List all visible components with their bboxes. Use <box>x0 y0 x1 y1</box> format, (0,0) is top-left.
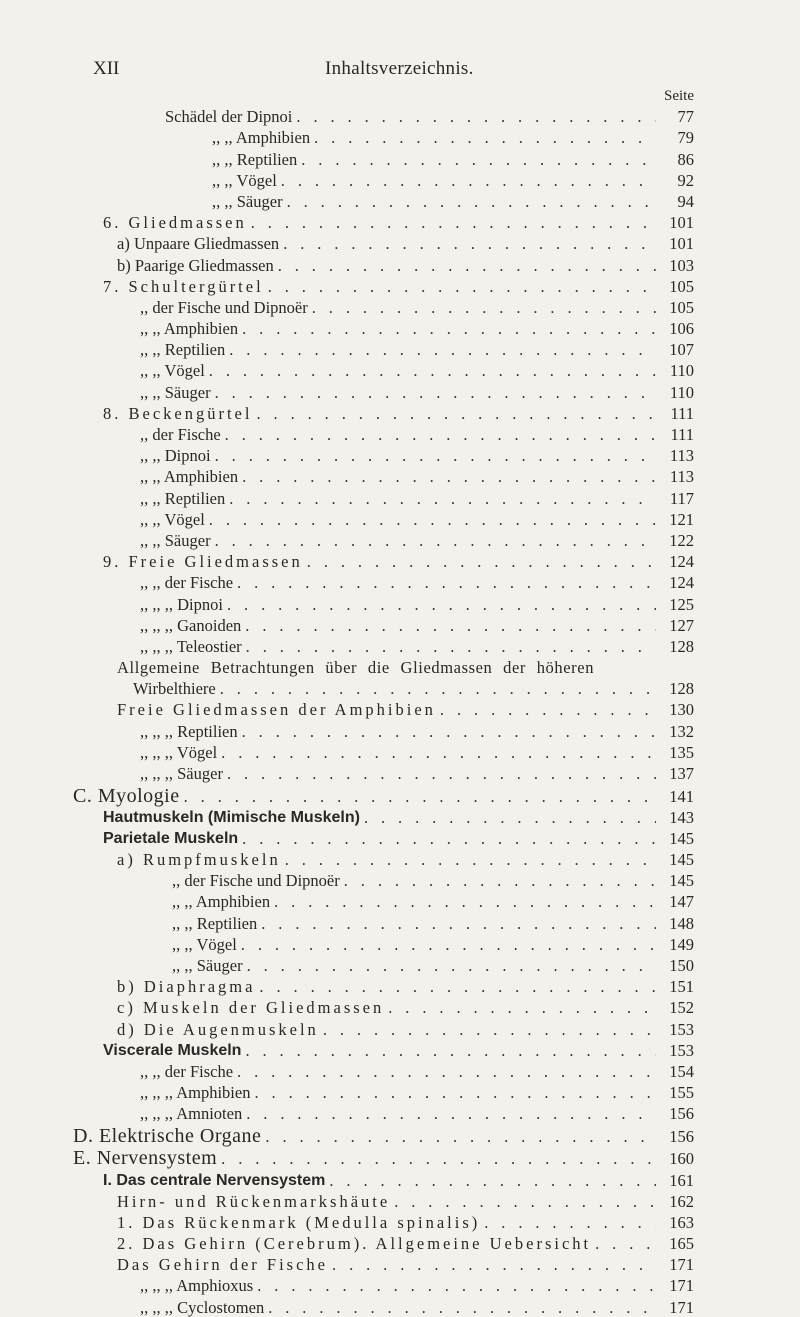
toc-entry-page: 105 <box>669 297 694 317</box>
toc-entry-label: ,, ,, Vögel <box>212 170 277 190</box>
toc-entry <box>0 444 694 465</box>
toc-entry <box>0 1168 694 1189</box>
toc-entry-label: 7. Schultergürtel <box>103 276 264 296</box>
toc-entry <box>0 402 694 423</box>
toc-entry <box>0 338 694 359</box>
toc-entry-page: 86 <box>677 149 694 169</box>
toc-entry <box>0 211 694 232</box>
dot-leader <box>296 107 656 126</box>
toc-entry-label: ,, ,, Säuger <box>212 191 283 211</box>
toc-entry-label: ,, ,, Säuger <box>140 382 211 402</box>
toc-entry <box>0 911 694 932</box>
dot-leader <box>268 1298 656 1317</box>
toc-entry-label: ,, ,, Dipnoi <box>140 446 211 466</box>
dot-leader <box>242 467 656 486</box>
toc-entry-label: ,, ,, Säuger <box>172 956 243 975</box>
toc-entry-label: ,, ,, ,, Amphioxus <box>140 1276 254 1296</box>
toc-entry <box>0 529 694 550</box>
dot-leader <box>215 383 656 402</box>
toc-entry-page: 153 <box>669 1019 694 1039</box>
dot-leader <box>242 829 656 848</box>
dot-leader <box>323 1020 656 1039</box>
dot-leader <box>314 128 656 147</box>
toc-entry <box>0 1232 694 1253</box>
toc-entry-page: 103 <box>669 255 694 275</box>
dot-leader <box>388 998 656 1017</box>
toc-entry-label: 1. Das Rückenmark (Medulla spinalis) <box>117 1212 481 1232</box>
dot-leader <box>265 1127 656 1146</box>
toc-entry-page: 121 <box>669 509 694 529</box>
toc-entry <box>0 423 694 444</box>
toc-entry-page: 132 <box>669 721 694 741</box>
toc-entry <box>0 614 694 635</box>
toc-entry-page: 143 <box>669 807 694 827</box>
toc-entry <box>0 1190 694 1211</box>
toc-entry <box>0 550 694 571</box>
toc-entry <box>0 1274 694 1295</box>
toc-entry-label: ,, ,, ,, Vögel <box>140 742 218 762</box>
dot-leader <box>440 700 656 719</box>
toc-entry <box>0 1123 694 1146</box>
toc-entry-page: 117 <box>669 488 694 508</box>
toc-entry-page: 160 <box>669 1149 694 1169</box>
toc-entry-label: Wirbelthiere <box>133 679 216 699</box>
dot-leader <box>261 914 656 933</box>
toc-entry <box>0 698 694 719</box>
toc-entry <box>0 508 694 529</box>
toc-entry <box>0 1146 694 1169</box>
toc-entry-label: a) Rumpfmuskeln <box>117 850 281 870</box>
dot-leader <box>227 764 656 783</box>
toc-entry-label: ,, ,, Reptilien <box>140 488 226 508</box>
dot-leader <box>242 722 656 741</box>
toc-entry-page: 79 <box>677 128 694 148</box>
toc-entry-label: ,, ,, ,, Ganoiden <box>140 615 242 635</box>
dot-leader <box>215 531 656 550</box>
toc-entry-page: 162 <box>669 1191 694 1211</box>
toc-entry-label: Hautmuskeln (Mimische Muskeln) <box>103 808 360 826</box>
toc-entry-page: 152 <box>669 998 694 1018</box>
toc-entry-page: 171 <box>669 1255 694 1275</box>
dot-leader <box>332 1255 656 1274</box>
toc-entry-label: 8. Beckengürtel <box>103 403 253 423</box>
toc-entry <box>0 1060 694 1081</box>
toc-entry-label: ,, ,, der Fische <box>140 573 234 593</box>
toc-entry <box>0 1081 694 1102</box>
toc-entry <box>0 296 694 317</box>
toc-entry-label: ,, ,, Amphibien <box>212 128 311 148</box>
dot-leader <box>307 552 656 571</box>
toc-entry <box>0 571 694 592</box>
dot-leader <box>254 1083 656 1102</box>
page-header <box>0 58 800 84</box>
toc-entry <box>0 1253 694 1274</box>
toc-entry-page: 111 <box>670 403 694 423</box>
page-number: XII <box>93 58 120 79</box>
running-title: Inhaltsverzeichnis. <box>325 58 474 79</box>
toc-entry-label: ,, ,, ,, Dipnoi <box>140 594 223 614</box>
toc-entry-label: Freie Gliedmassen der Amphibien <box>117 700 436 720</box>
dot-leader <box>229 340 656 359</box>
toc-entry-page: 101 <box>669 213 694 233</box>
toc-entry-page: 106 <box>669 319 694 339</box>
toc-entry-label: ,, ,, Amphibien <box>172 892 271 912</box>
toc-entry-page: 110 <box>669 361 694 381</box>
toc-entry <box>0 1295 694 1316</box>
toc-entry-label: ,, ,, der Fische <box>140 1061 234 1081</box>
dot-leader <box>257 1276 656 1295</box>
toc-entry-page: 127 <box>669 615 694 635</box>
toc-entry-page: 149 <box>669 934 694 954</box>
toc-entry <box>0 741 694 762</box>
toc-entry <box>0 848 694 869</box>
toc-entry-label: ,, ,, ,, Teleostier <box>140 636 242 656</box>
toc-entry <box>0 105 694 126</box>
table-of-contents <box>0 105 800 1317</box>
toc-entry-page: 150 <box>669 956 694 975</box>
toc-entry-page: 161 <box>669 1170 694 1190</box>
toc-entry-page: 110 <box>669 382 694 402</box>
toc-entry-label: Schädel der Dipnoi <box>165 107 293 127</box>
dot-leader <box>301 150 656 169</box>
toc-entry-page: 148 <box>669 913 694 933</box>
toc-entry-label: Parietale Muskeln <box>103 829 239 847</box>
toc-entry-page: 77 <box>677 107 694 127</box>
toc-entry <box>0 147 694 168</box>
dot-leader <box>221 743 656 762</box>
toc-entry-page: 165 <box>669 1234 694 1254</box>
dot-leader <box>209 510 656 529</box>
toc-entry <box>0 1102 694 1123</box>
toc-entry-label: Viscerale Muskeln <box>103 1041 242 1059</box>
toc-entry <box>0 719 694 740</box>
toc-entry <box>0 592 694 613</box>
page-column-label: Seite <box>664 88 694 104</box>
toc-entry-label: D. Elektrische Organe <box>73 1124 262 1147</box>
dot-leader <box>344 871 656 890</box>
toc-entry-label: Das Gehirn der Fische <box>117 1255 329 1275</box>
toc-entry <box>0 465 694 486</box>
toc-entry-label: ,, ,, ,, Amnioten <box>140 1104 243 1124</box>
dot-leader <box>312 298 656 317</box>
dot-leader <box>247 956 656 975</box>
dot-leader <box>237 1062 656 1081</box>
toc-entry-label: 9. Freie Gliedmassen <box>103 552 303 572</box>
toc-entry <box>0 954 694 975</box>
dot-leader <box>215 446 656 465</box>
toc-entry-page: 113 <box>669 446 694 466</box>
dot-leader <box>246 637 656 656</box>
dot-leader <box>484 1213 656 1232</box>
toc-entry-page: 130 <box>669 700 694 720</box>
toc-entry-page: 128 <box>669 679 694 699</box>
toc-entry-label: ,, ,, Säuger <box>140 530 211 550</box>
toc-entry-page: 171 <box>669 1297 694 1317</box>
toc-entry-label: C. Myologie <box>73 784 180 807</box>
dot-leader <box>259 977 656 996</box>
dot-leader <box>278 256 656 275</box>
toc-entry <box>0 126 694 147</box>
toc-entry-page: 92 <box>677 170 694 190</box>
dot-leader <box>227 595 656 614</box>
toc-entry-label: ,, ,, Vögel <box>140 361 205 381</box>
toc-entry-label: ,, ,, ,, Amphibien <box>140 1083 251 1103</box>
toc-entry-page: 113 <box>669 467 694 487</box>
toc-entry-page: 137 <box>669 764 694 783</box>
toc-entry-page: 128 <box>669 636 694 656</box>
dot-leader <box>281 171 656 190</box>
dot-leader <box>285 850 656 869</box>
toc-entry <box>0 232 694 253</box>
toc-entry-page: 124 <box>669 573 694 593</box>
toc-entry <box>0 975 694 996</box>
toc-entry <box>0 806 694 827</box>
toc-entry-label: ,, ,, ,, Säuger <box>140 764 223 783</box>
toc-entry-label: ,, ,, Reptilien <box>212 149 298 169</box>
toc-entry-page: 156 <box>669 1126 694 1146</box>
toc-entry-label: ,, ,, Amphibien <box>140 319 239 339</box>
toc-entry-label: c) Muskeln der Gliedmassen <box>117 998 385 1018</box>
toc-entry-page: 145 <box>669 828 694 848</box>
toc-entry-label: ,, ,, Vögel <box>140 509 205 529</box>
dot-leader <box>229 489 656 508</box>
dot-leader <box>221 1149 656 1168</box>
toc-entry-page: 94 <box>677 191 694 211</box>
toc-entry <box>0 996 694 1017</box>
toc-entry <box>0 933 694 954</box>
toc-entry <box>0 275 694 296</box>
toc-entry-page: 135 <box>669 742 694 762</box>
toc-entry-label: Hirn- und Rückenmarkshäute <box>117 1191 391 1211</box>
toc-entry-page: 163 <box>669 1212 694 1232</box>
toc-entry <box>0 253 694 274</box>
dot-leader <box>394 1192 656 1211</box>
toc-entry <box>0 486 694 507</box>
toc-entry-page: 141 <box>669 786 694 806</box>
toc-entry <box>0 359 694 380</box>
toc-entry <box>0 1039 694 1060</box>
toc-entry-page: 125 <box>669 594 694 614</box>
toc-entry-page: 105 <box>669 276 694 296</box>
toc-entry <box>0 783 694 806</box>
dot-leader <box>256 404 656 423</box>
toc-entry-page: 145 <box>669 871 694 891</box>
toc-entry <box>0 869 694 890</box>
toc-entry <box>0 890 694 911</box>
dot-leader <box>242 319 656 338</box>
toc-entry-label: 2. Das Gehirn (Cerebrum). Allgemeine Uebersicht <box>117 1234 592 1254</box>
toc-entry <box>0 169 694 190</box>
toc-entry-label: Allgemeine Betrachtungen über die Gliedmassen der höheren <box>117 658 595 678</box>
toc-entry <box>0 827 694 848</box>
dot-leader <box>245 616 656 635</box>
toc-entry-page: 156 <box>669 1104 694 1124</box>
dot-leader <box>246 1104 656 1123</box>
dot-leader <box>245 1041 656 1060</box>
toc-entry-page: 171 <box>669 1276 694 1296</box>
toc-entry-label: d) Die Augenmuskeln <box>117 1019 319 1039</box>
toc-entry-label: ,, ,, Vögel <box>172 934 237 954</box>
toc-entry-page: 147 <box>669 892 694 912</box>
toc-entry <box>0 635 694 656</box>
dot-leader <box>283 234 656 253</box>
toc-entry-page: 101 <box>669 234 694 254</box>
dot-leader <box>220 679 656 698</box>
toc-entry <box>0 380 694 401</box>
toc-entry-page: 153 <box>669 1040 694 1060</box>
toc-entry-label: b) Diaphragma <box>117 977 256 997</box>
dot-leader <box>329 1171 656 1190</box>
toc-entry <box>0 1211 694 1232</box>
toc-entry-label: b) Paarige Gliedmassen <box>117 255 274 275</box>
dot-leader <box>364 808 656 827</box>
toc-entry-page: 155 <box>669 1083 694 1103</box>
dot-leader <box>184 787 656 806</box>
toc-entry-page: 124 <box>669 552 694 572</box>
dot-leader <box>209 361 656 380</box>
toc-entry-label: ,, ,, ,, Cyclostomen <box>140 1297 265 1317</box>
toc-entry-label: ,, der Fische und Dipnoër <box>140 297 308 317</box>
toc-entry <box>0 677 694 698</box>
toc-entry <box>0 317 694 338</box>
toc-entry <box>0 762 694 783</box>
toc-entry-label: ,, ,, Reptilien <box>140 340 226 360</box>
dot-leader <box>225 425 656 444</box>
toc-entry <box>0 656 694 677</box>
dot-leader <box>237 573 656 592</box>
dot-leader <box>251 213 656 232</box>
toc-entry-label: I. Das centrale Nervensystem <box>103 1171 326 1189</box>
toc-entry <box>0 190 694 211</box>
dot-leader <box>268 277 656 296</box>
toc-entry-label: E. Nervensystem <box>73 1147 218 1170</box>
toc-entry-label: 6. Gliedmassen <box>103 213 247 233</box>
dot-leader <box>287 192 656 211</box>
toc-entry <box>0 1017 694 1038</box>
toc-entry-label: ,, ,, Amphibien <box>140 467 239 487</box>
dot-leader <box>241 935 656 954</box>
toc-entry-label: ,, ,, ,, Reptilien <box>140 721 238 741</box>
toc-entry-label: a) Unpaare Gliedmassen <box>117 234 280 254</box>
toc-entry-page: 111 <box>670 425 694 444</box>
toc-entry-page: 122 <box>669 530 694 550</box>
toc-entry-label: ,, der Fische und Dipnoër <box>172 871 340 891</box>
toc-entry-page: 154 <box>669 1061 694 1081</box>
dot-leader <box>274 892 656 911</box>
toc-entry-label: ,, ,, Reptilien <box>172 913 258 933</box>
toc-entry-page: 107 <box>669 340 694 360</box>
toc-entry-label: ,, der Fische <box>140 425 221 444</box>
toc-entry-page: 145 <box>669 850 694 870</box>
toc-entry-page: 151 <box>669 977 694 997</box>
